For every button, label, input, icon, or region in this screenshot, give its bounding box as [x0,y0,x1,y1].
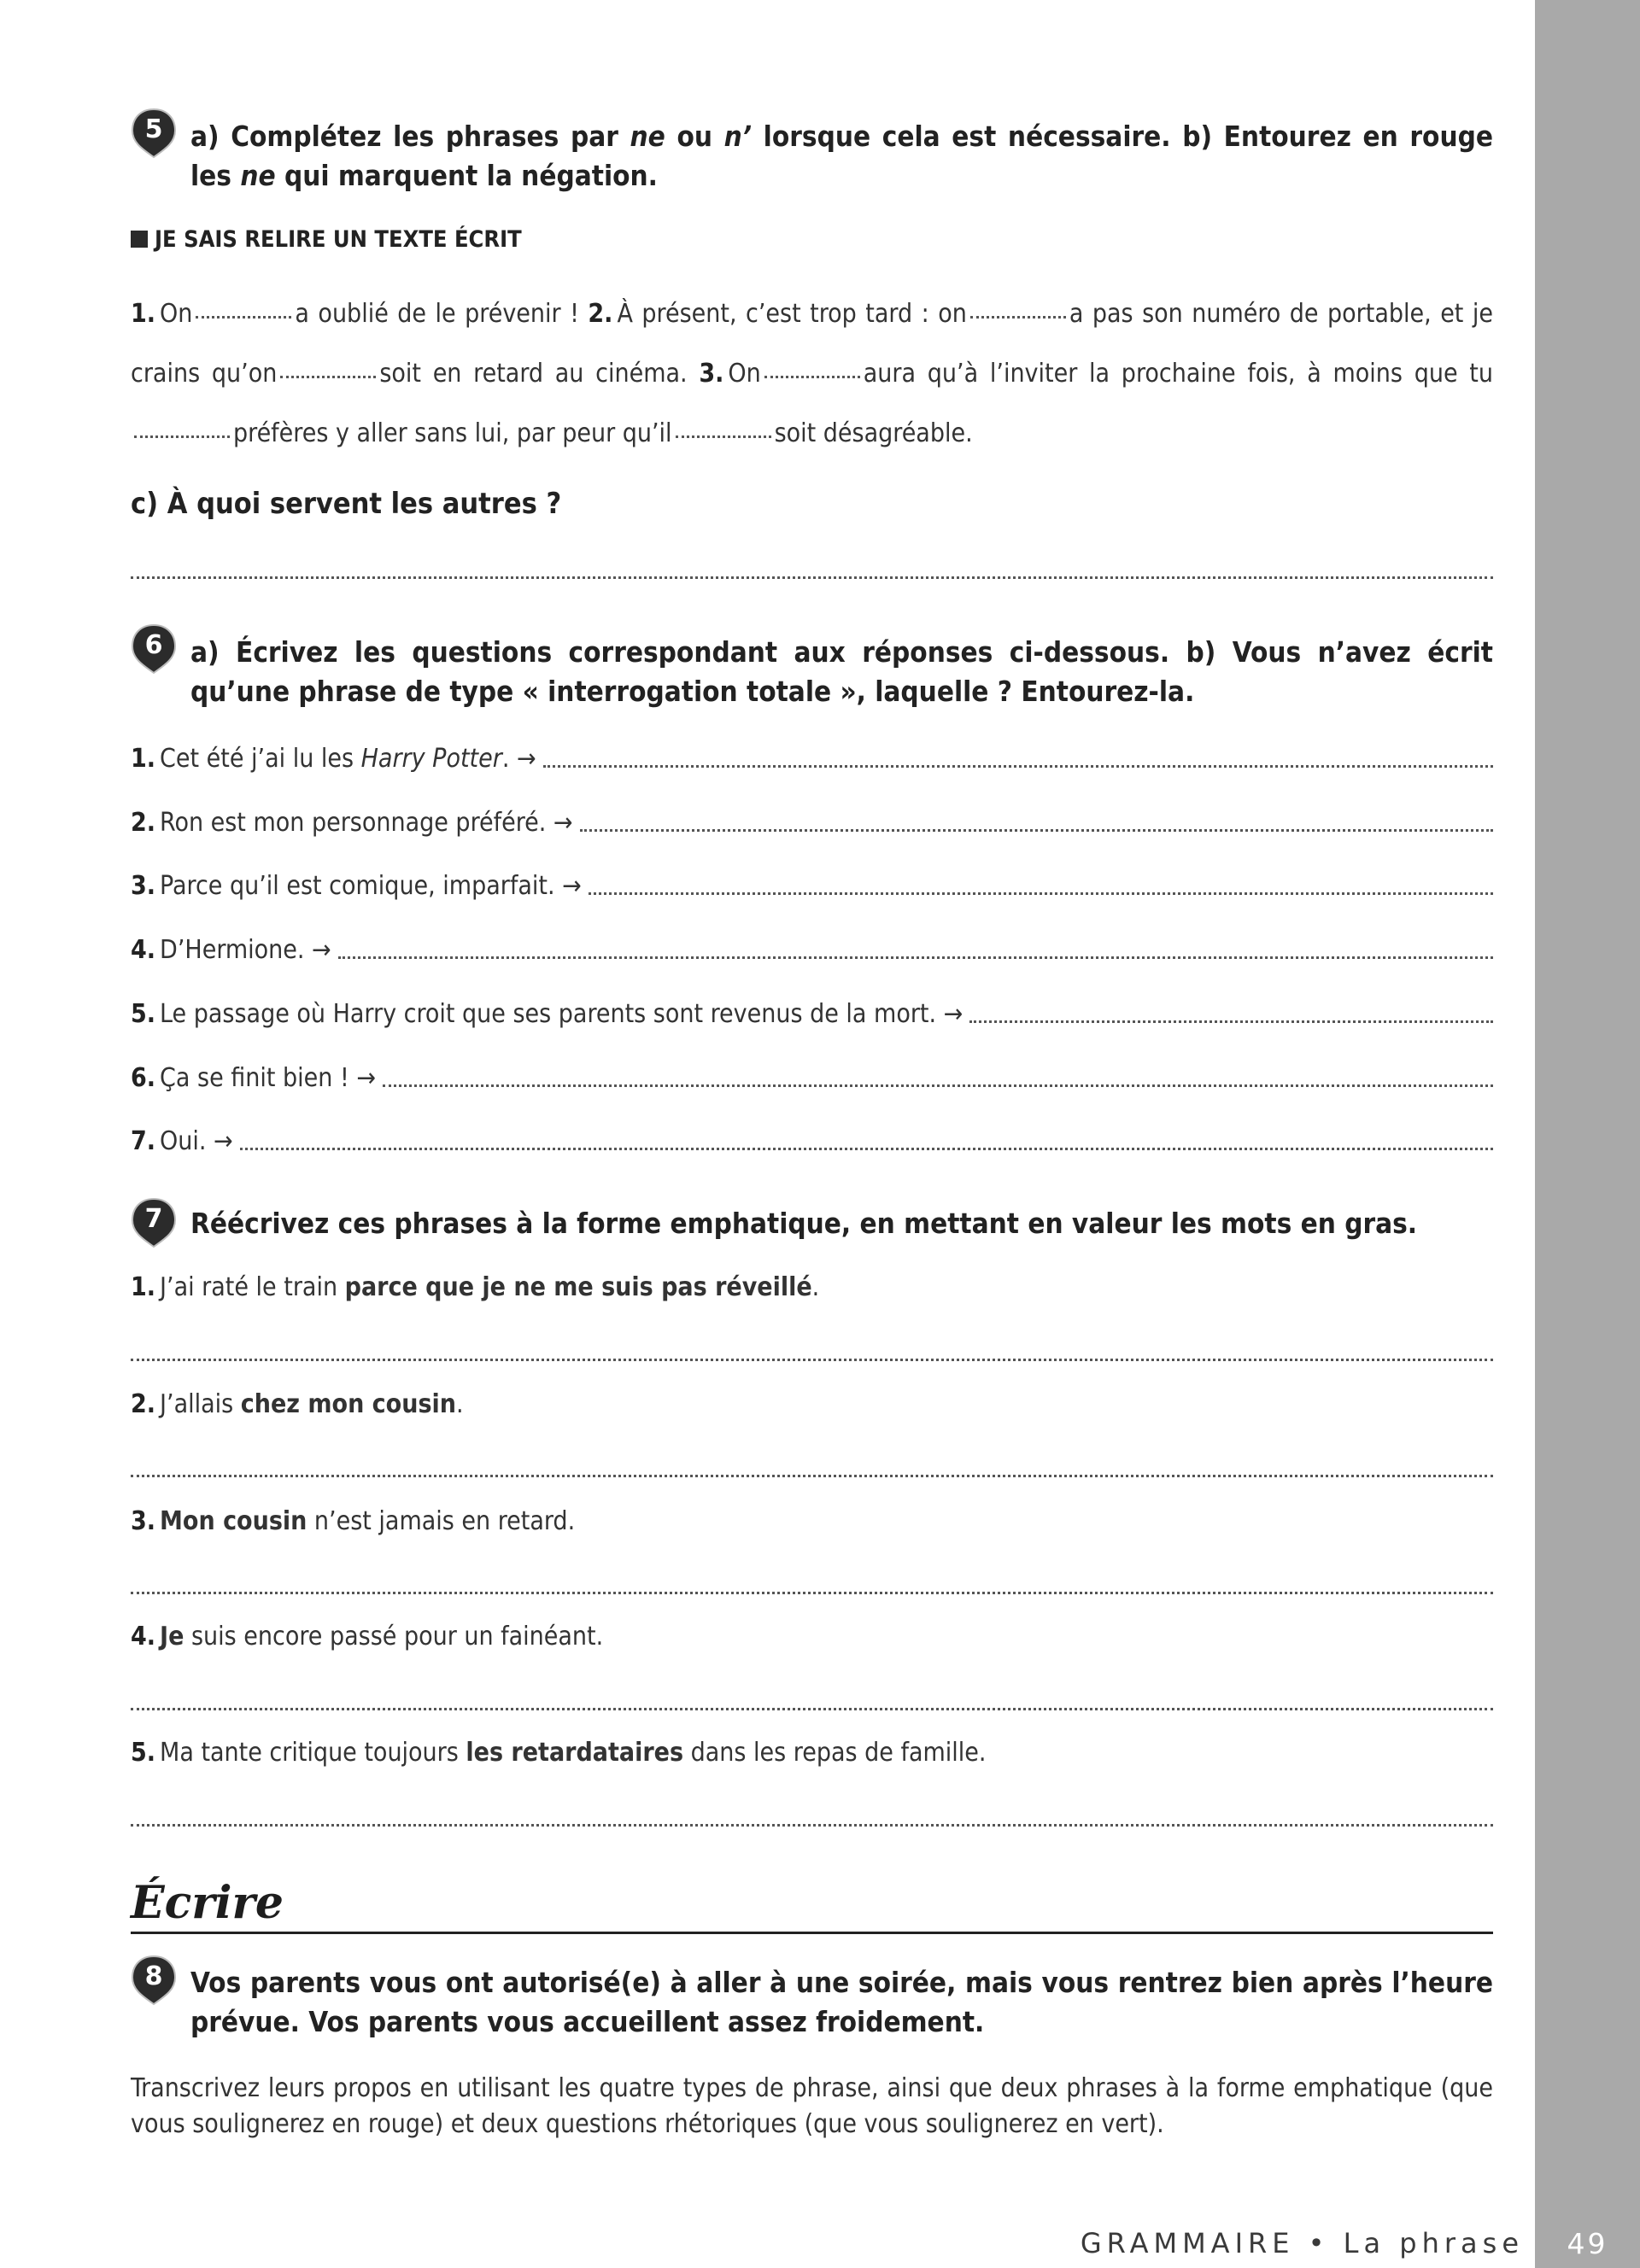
blank[interactable] [280,376,376,378]
answer-line[interactable] [338,956,1493,959]
exercise-6-badge [131,623,177,669]
answer-line[interactable] [131,576,1493,579]
square-bullet-icon [131,231,148,248]
answer-line[interactable] [240,1148,1493,1150]
question-line: 4. D’Hermione. → [131,931,1493,965]
answer-line[interactable] [383,1084,1493,1087]
blank[interactable] [970,316,1066,319]
answer-line[interactable] [580,829,1493,832]
blank[interactable] [134,435,230,438]
blank[interactable] [764,376,860,378]
exercise-7-badge [131,1197,177,1243]
answer-line[interactable] [131,1824,1493,1827]
exercise-5-heading: a) Complétez les phrases par ne ou n’ lorsque cela est nécessaire. b) Entourez en rouge les ne qui marquent la négation. [190,120,1493,192]
answer-line[interactable] [131,1475,1493,1477]
answer-line[interactable] [131,1359,1493,1361]
sentence: 3. Mon cousin n’est jamais en retard. [131,1506,576,1536]
exercise-6-number: 6 [144,630,163,660]
sentence: 4. Je suis encore passé pour un fainéant. [131,1622,604,1651]
exercise-7-heading: Réécrivez ces phrases à la forme emphatique, en mettant en valeur les mots en gras. [190,1207,1418,1240]
question-line: 6. Ça se finit bien ! → [131,1059,1493,1093]
section-title: Écrire [131,1877,284,1929]
blank[interactable] [196,316,291,319]
exercise-5-number: 5 [144,114,163,144]
exercise-8-badge [131,1955,177,2001]
question-line: 1. Cet été j’ai lu les Harry Potter. → [131,739,1493,774]
answer-line[interactable] [131,1708,1493,1710]
blank[interactable] [676,435,771,438]
sentence: 5. Ma tante critique toujours les retardataires dans les repas de famille. [131,1738,987,1768]
exercise-6-heading: a) Écrivez les questions correspondant aux réponses ci-dessous. b) Vous n’avez écrit qu’une phrase de type « interrogation totale », laquelle ? Entourez-la. [190,635,1493,708]
sentence: 1. J’ai raté le train parce que je ne me suis pas réveillé. [131,1272,820,1302]
question-line: 2. Ron est mon personnage préféré. → [131,804,1493,838]
page-number: 49 [1567,2227,1608,2260]
page-side-band [1535,0,1640,2268]
answer-line[interactable] [543,765,1493,768]
answer-line[interactable] [969,1020,1493,1023]
section-rule [131,1932,1493,1934]
exercise-8-number: 8 [144,1961,163,1991]
exercise-5-question-c: c) À quoi servent les autres ? [131,487,562,521]
exercise-5-text: 1. On a oublié de le prévenir ! 2. À présent, c’est trop tard : on a pas son numéro de portable, et je crains qu’on soit en retard au cinéma. 3. On aura qu’à l’inviter la prochaine fois, à moins que tupréfères y aller sans lui, par peur qu’il soit désagréable. [131,299,1493,448]
exercise-7-number: 7 [144,1204,163,1234]
exercise-5-subheading: JE SAIS RELIRE UN TEXTE ÉCRIT [131,226,522,253]
answer-line[interactable] [131,1592,1493,1594]
footer-title: GRAMMAIRE • La phrase [1080,2227,1524,2259]
answer-line[interactable] [589,892,1493,895]
exercise-8-instructions: Transcrivez leurs propos en utilisant les quatre types de phrase, ainsi que deux phrases à la forme emphatique (que vous soulignerez en rouge) et deux questions rhétoriques (que vous soulignerez en vert). [131,2073,1493,2139]
question-line: 7. Oui. → [131,1122,1493,1156]
exercise-8-heading: Vos parents vous ont autorisé(e) à aller à une soirée, mais vous rentrez bien après l’heure prévue. Vos parents vous accueillent assez froidement. [190,1966,1493,2038]
question-line: 5. Le passage où Harry croit que ses parents sont revenus de la mort. → [131,995,1493,1029]
exercise-5-badge [131,108,177,154]
question-line: 3. Parce qu’il est comique, imparfait. → [131,867,1493,901]
sentence: 2. J’allais chez mon cousin. [131,1389,464,1419]
